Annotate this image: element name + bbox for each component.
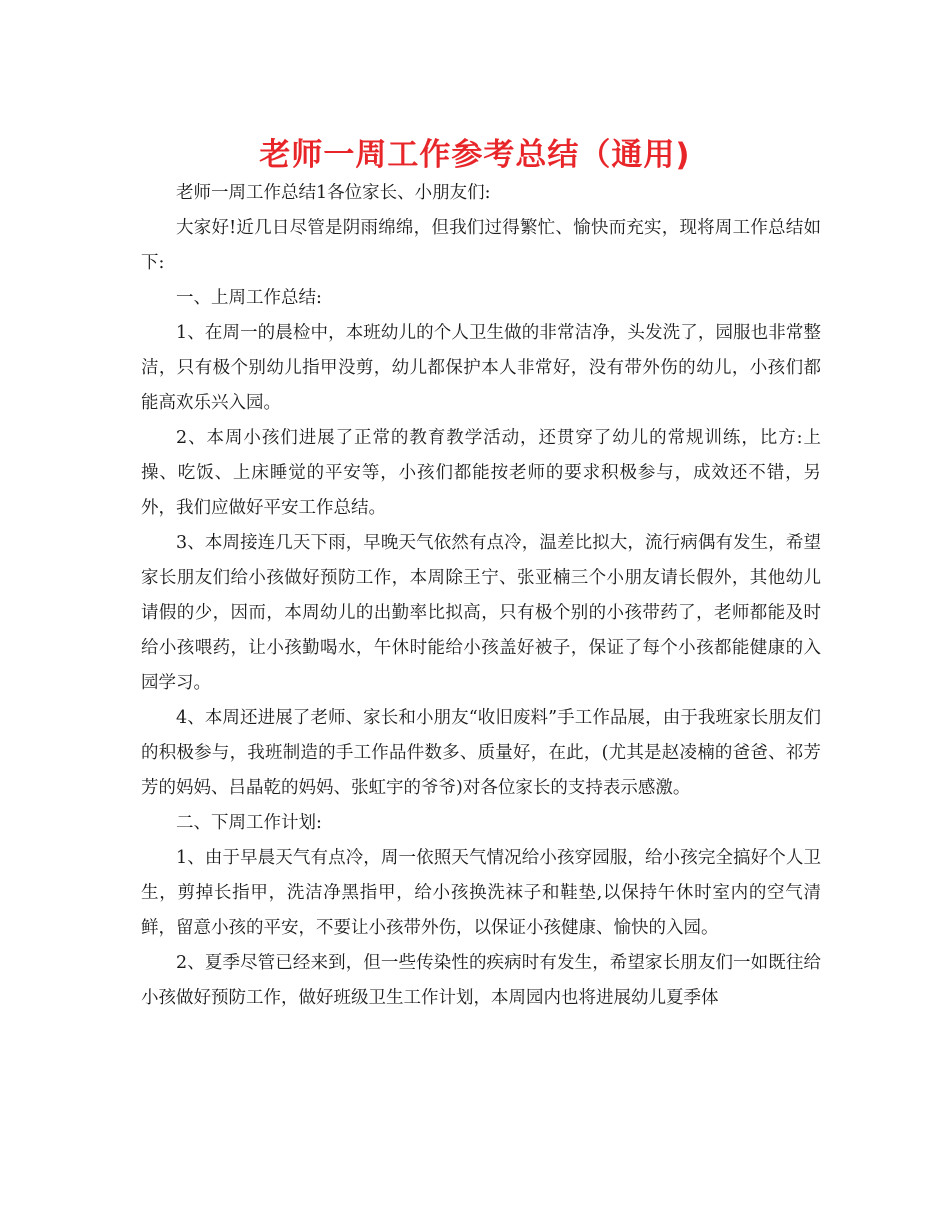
paragraph-plan-2: 2、夏季尽管已经来到，但一些传染性的疾病时有发生，希望家长朋友们一如既往给小孩做好预防工作，做好班级卫生工作计划，本周园内也将进展幼儿夏季体 <box>141 953 821 1008</box>
document-body <box>141 176 821 1016</box>
document-title: 老师一周工作参考总结（通用) <box>259 137 691 173</box>
paragraph-intro: 大家好!近几日尽管是阴雨绵绵，但我们过得繁忙、愉快而充实，现将周工作总结如下: <box>141 218 821 273</box>
section-heading-next-week: 二、下周工作计划: <box>176 813 322 833</box>
paragraph-item-1: 1、在周一的晨检中，本班幼儿的个人卫生做的非常洁净，头发洗了，园服也非常整洁，只有极个别幼儿指甲没剪，幼儿都保护本人非常好，没有带外伤的幼儿，小孩们都能高欢乐兴入园。 <box>141 323 821 413</box>
section-heading-last-week: 一、上周工作总结: <box>176 288 322 308</box>
paragraph-greeting: 老师一周工作总结1各位家长、小朋友们: <box>176 183 491 203</box>
paragraph-item-2: 2、本周小孩们进展了正常的教育教学活动，还贯穿了幼儿的常规训练，比方:上操、吃饭、上床睡觉的平安等，小孩们都能按老师的要求积极参与，成效还不错，另外，我们应做好平安工作总结。 <box>141 428 821 518</box>
paragraph-plan-1: 1、由于早晨天气有点冷，周一依照天气情况给小孩穿园服，给小孩完全搞好个人卫生，剪掉长指甲，洗洁净黑指甲，给小孩换洗袜子和鞋垫,以保持午休时室内的空气清鲜，留意小孩的平安，不要让小孩带外伤，以保证小孩健康、愉快的入园。 <box>141 848 821 938</box>
paragraph-item-4: 4、本周还进展了老师、家长和小朋友“收旧废料”手工作品展，由于我班家长朋友们的积极参与，我班制造的手工作品件数多、质量好，在此，(尤其是赵凌楠的爸爸、祁芳芳的妈妈、吕晶乾的妈妈、张虹宇的爷爷)对各位家长的支持表示感激。 <box>141 708 821 798</box>
paragraph-item-3: 3、本周接连几天下雨，早晚天气依然有点冷，温差比拟大，流行病偶有发生，希望家长朋友们给小孩做好预防工作，本周除王宁、张亚楠三个小朋友请长假外，其他幼儿请假的少，因而，本周幼儿的出勤率比拟高，只有极个别的小孩带药了，老师都能及时给小孩喂药，让小孩勤喝水，午休时能给小孩盖好被子，保证了每个小孩都能健康的入园学习。 <box>141 533 821 693</box>
